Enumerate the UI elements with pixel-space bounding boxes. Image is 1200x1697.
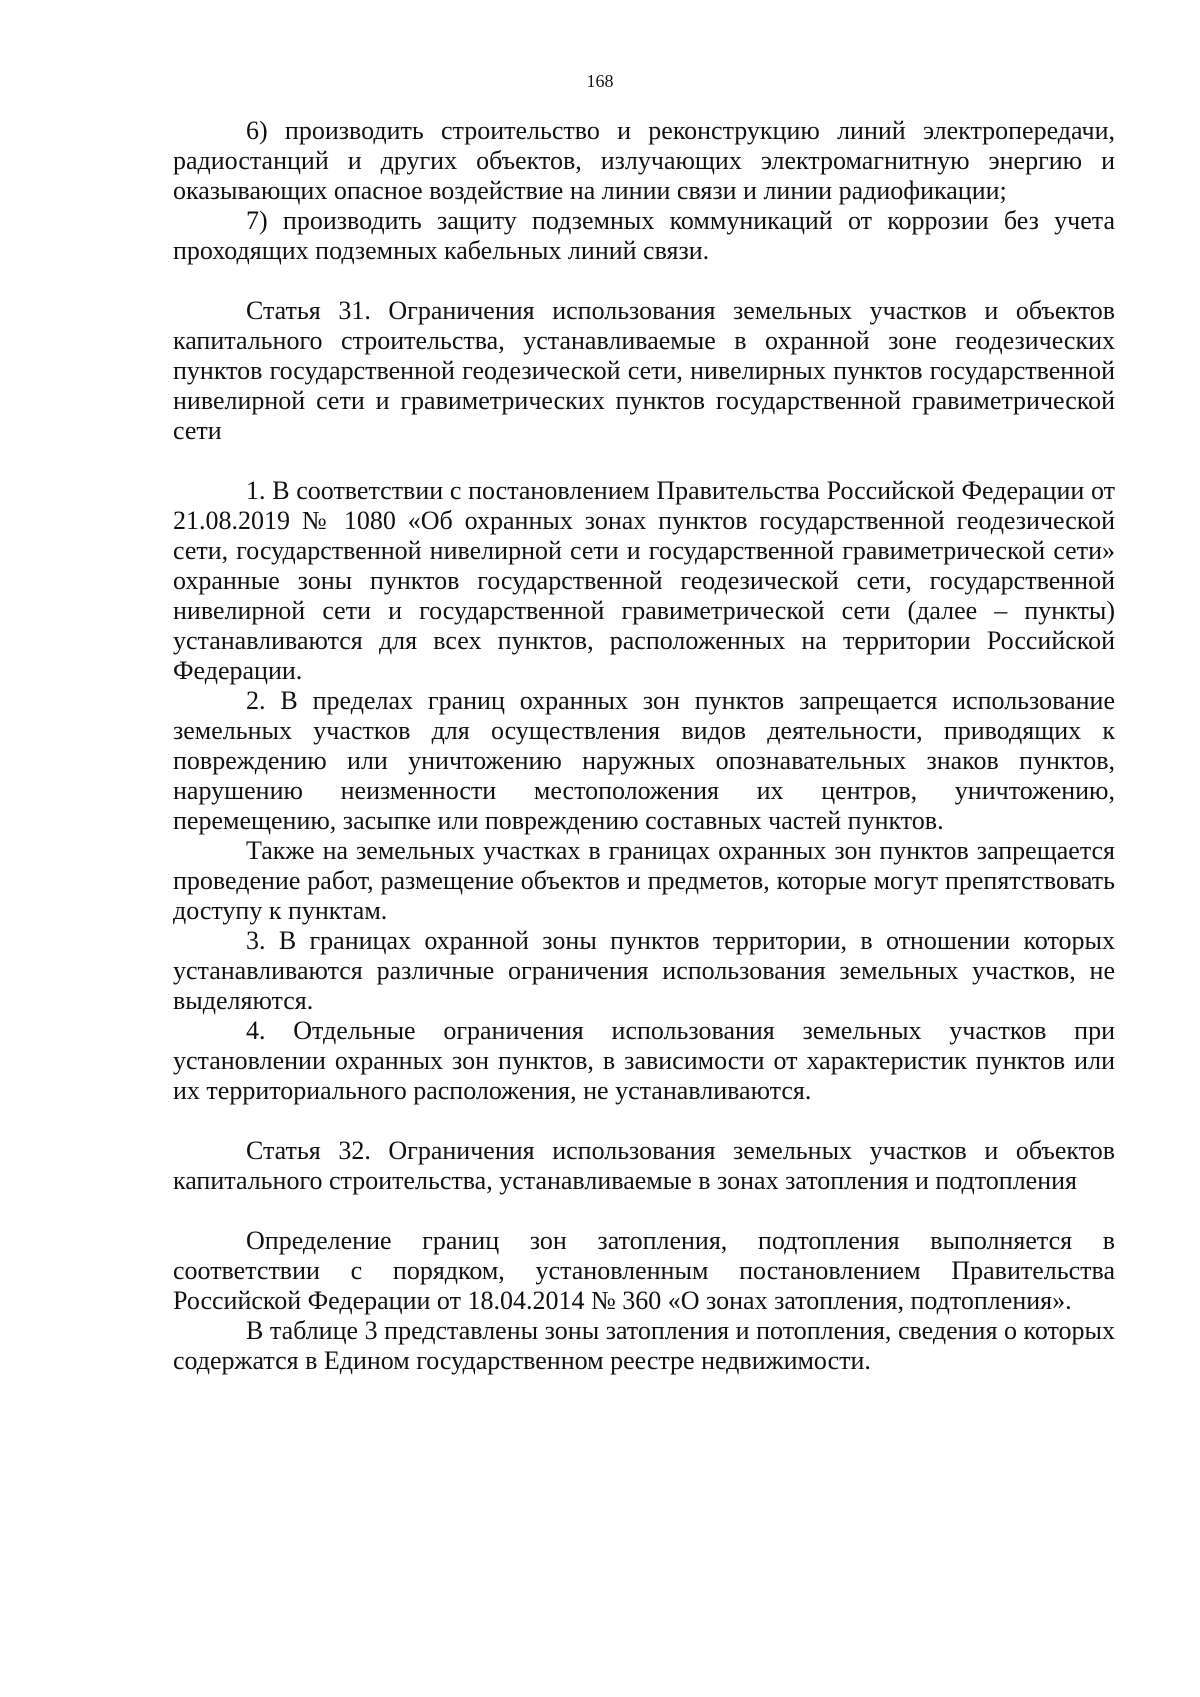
article-31-paragraph-3: 3. В границах охранной зоны пунктов территории, в отношении которых устанавливаются различные ограничения использования земельных участков, не выделяются.	[173, 926, 1115, 1015]
list-item-7: 7) производить защиту подземных коммуникаций от коррозии без учета проходящих подземных кабельных линий связи.	[173, 206, 1115, 265]
spacer	[173, 266, 1115, 296]
article-31-paragraph-4: 4. Отдельные ограничения использования земельных участков при установлении охранных зон пунктов, в зависимости от характеристик пунктов или их территориального расположения, не устанавливаются.	[173, 1016, 1115, 1105]
article-31-paragraph-2-cont: Также на земельных участках в границах охранных зон пунктов запрещается проведение работ, размещение объектов и предметов, которые могут препятствовать доступу к пунктам.	[173, 836, 1115, 925]
article-32-paragraph-1: Определение границ зон затопления, подтопления выполняется в соответствии с порядком, установленным постановлением Правительства Российской Федерации от 18.04.2014 № 360 «О зонах затопления, подтопления».	[173, 1226, 1115, 1315]
article-31-paragraph-2: 2. В пределах границ охранных зон пунктов запрещается использование земельных участков для осуществления видов деятельности, приводящих к повреждению или уничтожению наружных опознавательных знаков пунктов, нарушению неизменности местоположения их центров, уничтожению, перемещению, засыпке или повреждению составных частей пунктов.	[173, 686, 1115, 835]
spacer	[173, 1196, 1115, 1226]
spacer	[173, 1106, 1115, 1136]
article-32-paragraph-2: В таблице 3 представлены зоны затопления и потопления, сведения о которых содержатся в Едином государственном реестре недвижимости.	[173, 1316, 1115, 1375]
article-31-paragraph-1: 1. В соответствии с постановлением Правительства Российской Федерации от 21.08.2019 № 1080 «Об охранных зонах пунктов государственной геодезической сети, государственной нивелирной сети и государственной гравиметрической сети» охранные зоны пунктов государственной геодезической сети, государственной нивелирной сети и государственной гравиметрической сети (далее – пункты) устанавливаются для всех пунктов, расположенных на территории Российской Федерации.	[173, 476, 1115, 685]
article-31-heading: Статья 31. Ограничения использования земельных участков и объектов капитального строительства, устанавливаемые в охранной зоне геодезических пунктов государственной геодезической сети, нивелирных пунктов государственной нивелирной сети и гравиметрических пунктов государственной гравиметрической сети	[173, 296, 1115, 445]
page-number: 168	[586, 71, 614, 91]
spacer	[173, 446, 1115, 476]
document-body	[173, 116, 1115, 1376]
article-32-heading: Статья 32. Ограничения использования земельных участков и объектов капитального строительства, устанавливаемые в зонах затопления и подтопления	[173, 1136, 1115, 1195]
list-item-6: 6) производить строительство и реконструкцию линий электропередачи, радиостанций и других объектов, излучающих электромагнитную энергию и оказывающих опасное воздействие на линии связи и линии радиофикации;	[173, 116, 1115, 205]
